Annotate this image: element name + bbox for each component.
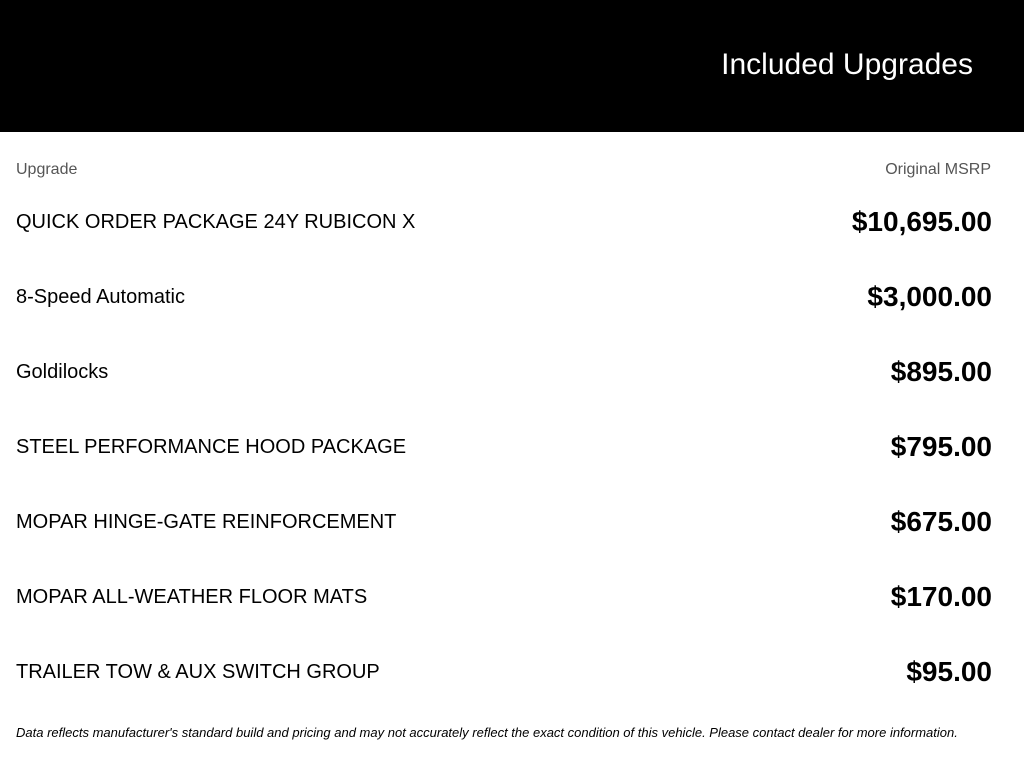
msrp-column-header: Original MSRP	[885, 161, 991, 178]
upgrade-name: MOPAR ALL-WEATHER FLOOR MATS	[16, 586, 368, 608]
upgrades-list	[16, 200, 992, 725]
page-header	[0, 0, 1024, 132]
upgrade-row	[16, 500, 992, 575]
upgrade-name: MOPAR HINGE-GATE REINFORCEMENT	[16, 511, 397, 533]
upgrade-price: $10,695.00	[851, 206, 992, 237]
column-headers	[16, 160, 991, 180]
page-title: Included Upgrades	[721, 48, 973, 81]
upgrade-name: TRAILER TOW & AUX SWITCH GROUP	[16, 661, 380, 683]
upgrade-price: $170.00	[890, 581, 992, 612]
upgrade-name: QUICK ORDER PACKAGE 24Y RUBICON X	[16, 211, 416, 233]
upgrade-name: STEEL PERFORMANCE HOOD PACKAGE	[16, 436, 407, 458]
upgrade-row	[16, 275, 992, 350]
upgrade-column-header: Upgrade	[16, 161, 78, 178]
upgrade-name: Goldilocks	[16, 361, 109, 383]
upgrade-name: 8-Speed Automatic	[16, 286, 185, 308]
upgrade-row	[16, 350, 992, 425]
upgrade-price: $895.00	[890, 356, 992, 387]
upgrade-price: $95.00	[906, 656, 992, 687]
upgrade-row	[16, 650, 992, 725]
upgrade-row	[16, 575, 992, 650]
upgrade-price: $3,000.00	[867, 281, 992, 312]
upgrade-price: $795.00	[890, 431, 992, 462]
disclaimer-text: Data reflects manufacturer's standard build and pricing and may not accurately reflect the exact condition of this vehicle. Please contact dealer for more information.	[16, 725, 958, 740]
upgrade-row	[16, 200, 992, 275]
upgrade-price: $675.00	[890, 506, 992, 537]
upgrade-row	[16, 425, 992, 500]
